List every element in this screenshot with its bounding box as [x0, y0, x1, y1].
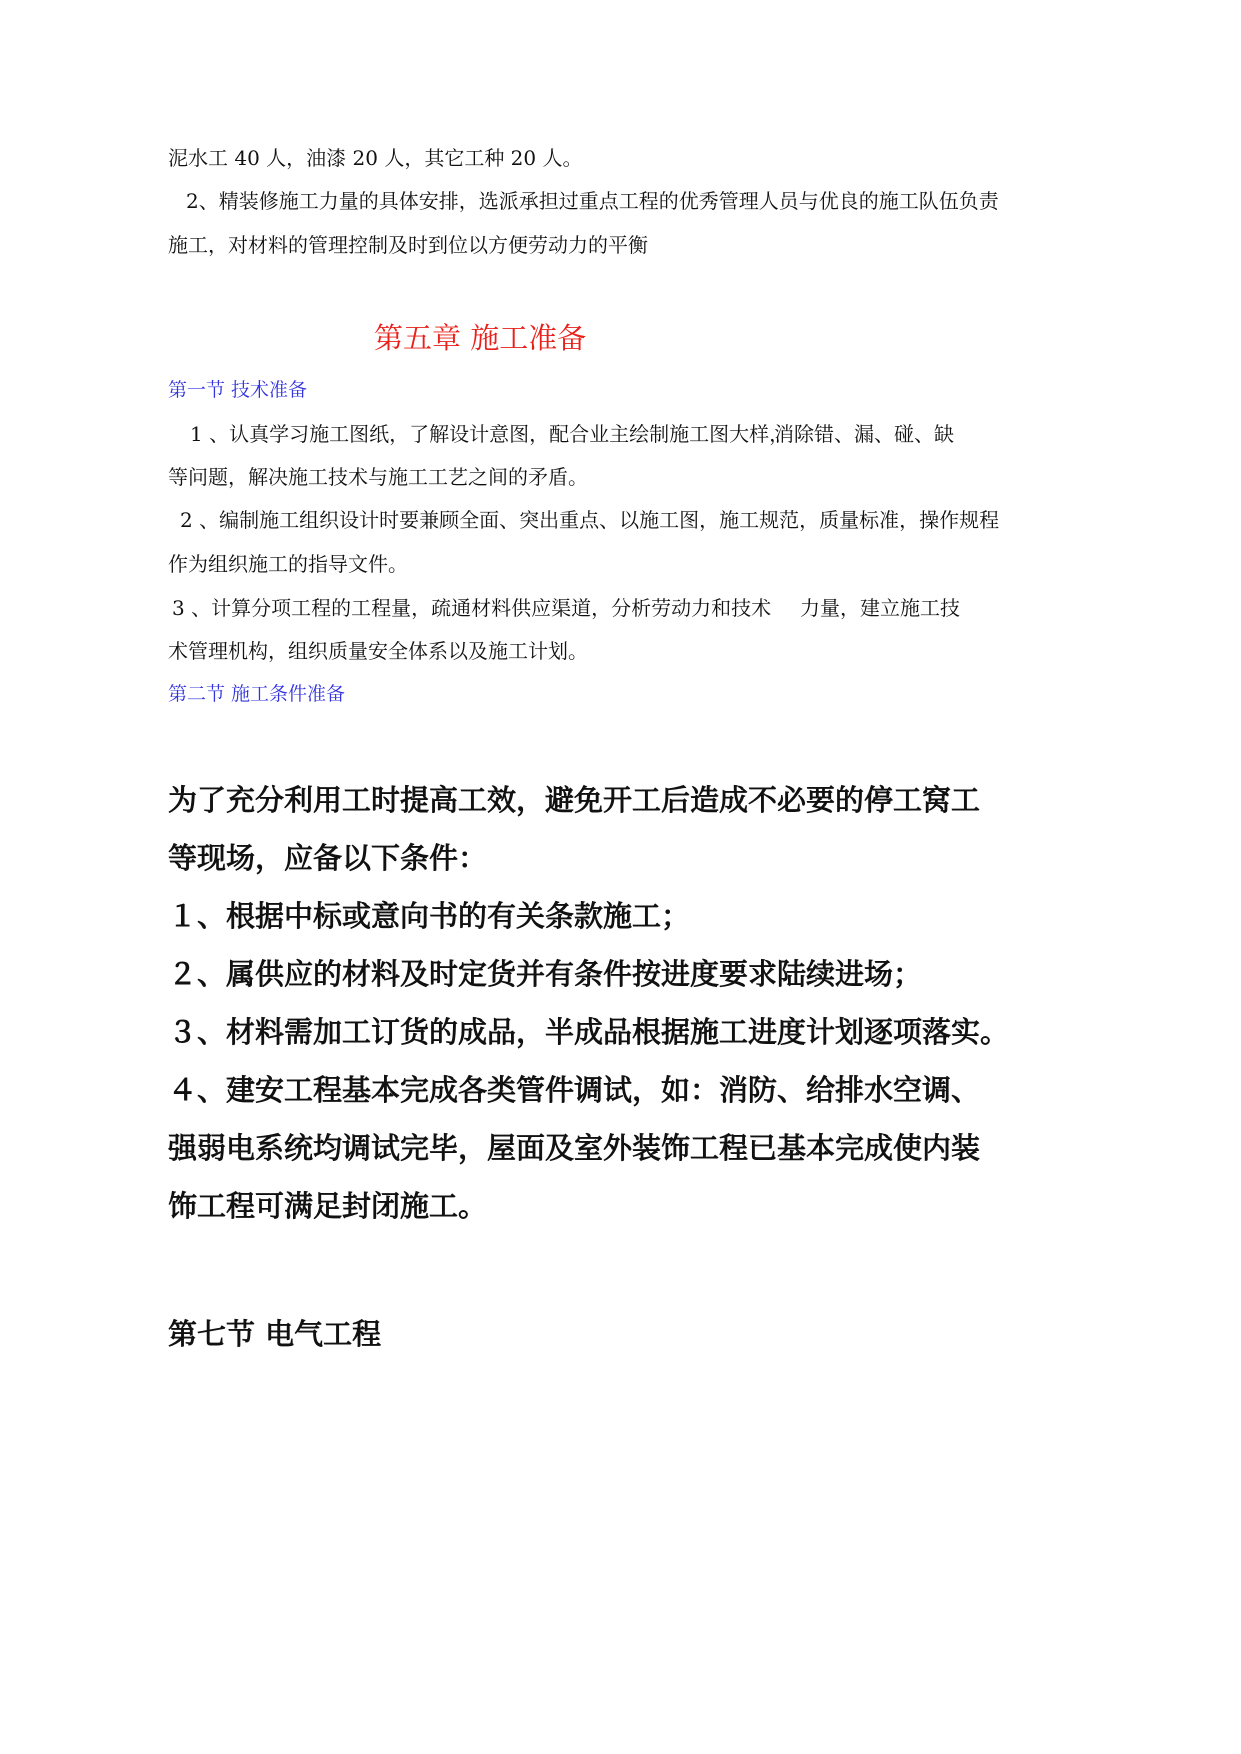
condition-item: ３、材料需加工订货的成品，半成品根据施工进度计划逐项落实。	[168, 1015, 1010, 1049]
list-item-line: 术管理机构，组织质量安全体系以及施工计划。	[168, 639, 588, 663]
condition-item: ２、属供应的材料及时定货并有条件按进度要求陆续进场；	[168, 957, 923, 991]
list-item-line: 等问题，解决施工技术与施工工艺之间的矛盾。	[168, 465, 588, 489]
list-item-line: 2 、编制施工组织设计时要兼顾全面、突出重点、以施工图，施工规范，质量标准，操作规程	[180, 508, 1000, 532]
paragraph-line: 2、精装修施工力量的具体安排，选派承担过重点工程的优秀管理人员与优良的施工队伍负责	[186, 189, 999, 213]
condition-item: 饰工程可满足封闭施工。	[168, 1189, 488, 1223]
list-item-line: 1 、认真学习施工图纸，了解设计意图，配合业主绘制施工图大样，	[190, 422, 790, 446]
paragraph-line: 施工，对材料的管理控制及时到位以方便劳动力的平衡	[168, 233, 648, 257]
conditions-intro-line: 等现场，应备以下条件：	[168, 841, 488, 875]
condition-item: 强弱电系统均调试完毕，屋面及室外装饰工程已基本完成使内装	[168, 1131, 981, 1165]
list-item-line: 力量，建立施工技	[800, 596, 960, 620]
list-item-line: 3 、计算分项工程的工程量，疏通材料供应渠道，分析劳动力和技术	[172, 596, 772, 620]
conditions-intro-line: 为了充分利用工时提高工效，避免开工后造成不必要的停工窝工	[168, 783, 981, 817]
section-title-electrical: 第七节 电气工程	[168, 1317, 382, 1351]
condition-item: １、根据中标或意向书的有关条款施工；	[168, 899, 691, 933]
chapter-title: 第五章 施工准备	[374, 321, 587, 355]
section-title-construction-conditions: 第二节 施工条件准备	[168, 683, 346, 705]
condition-item: ４、建安工程基本完成各类管件调试，如：消防、给排水空调、	[168, 1073, 981, 1107]
paragraph-line: 泥水工 40 人，油漆 20 人，其它工种 20 人。	[168, 146, 583, 170]
list-item-line: 作为组织施工的指导文件。	[168, 552, 408, 576]
list-item-line: 消除错、漏、碰、缺	[774, 422, 954, 446]
section-title-technical-preparation: 第一节 技术准备	[168, 379, 308, 401]
